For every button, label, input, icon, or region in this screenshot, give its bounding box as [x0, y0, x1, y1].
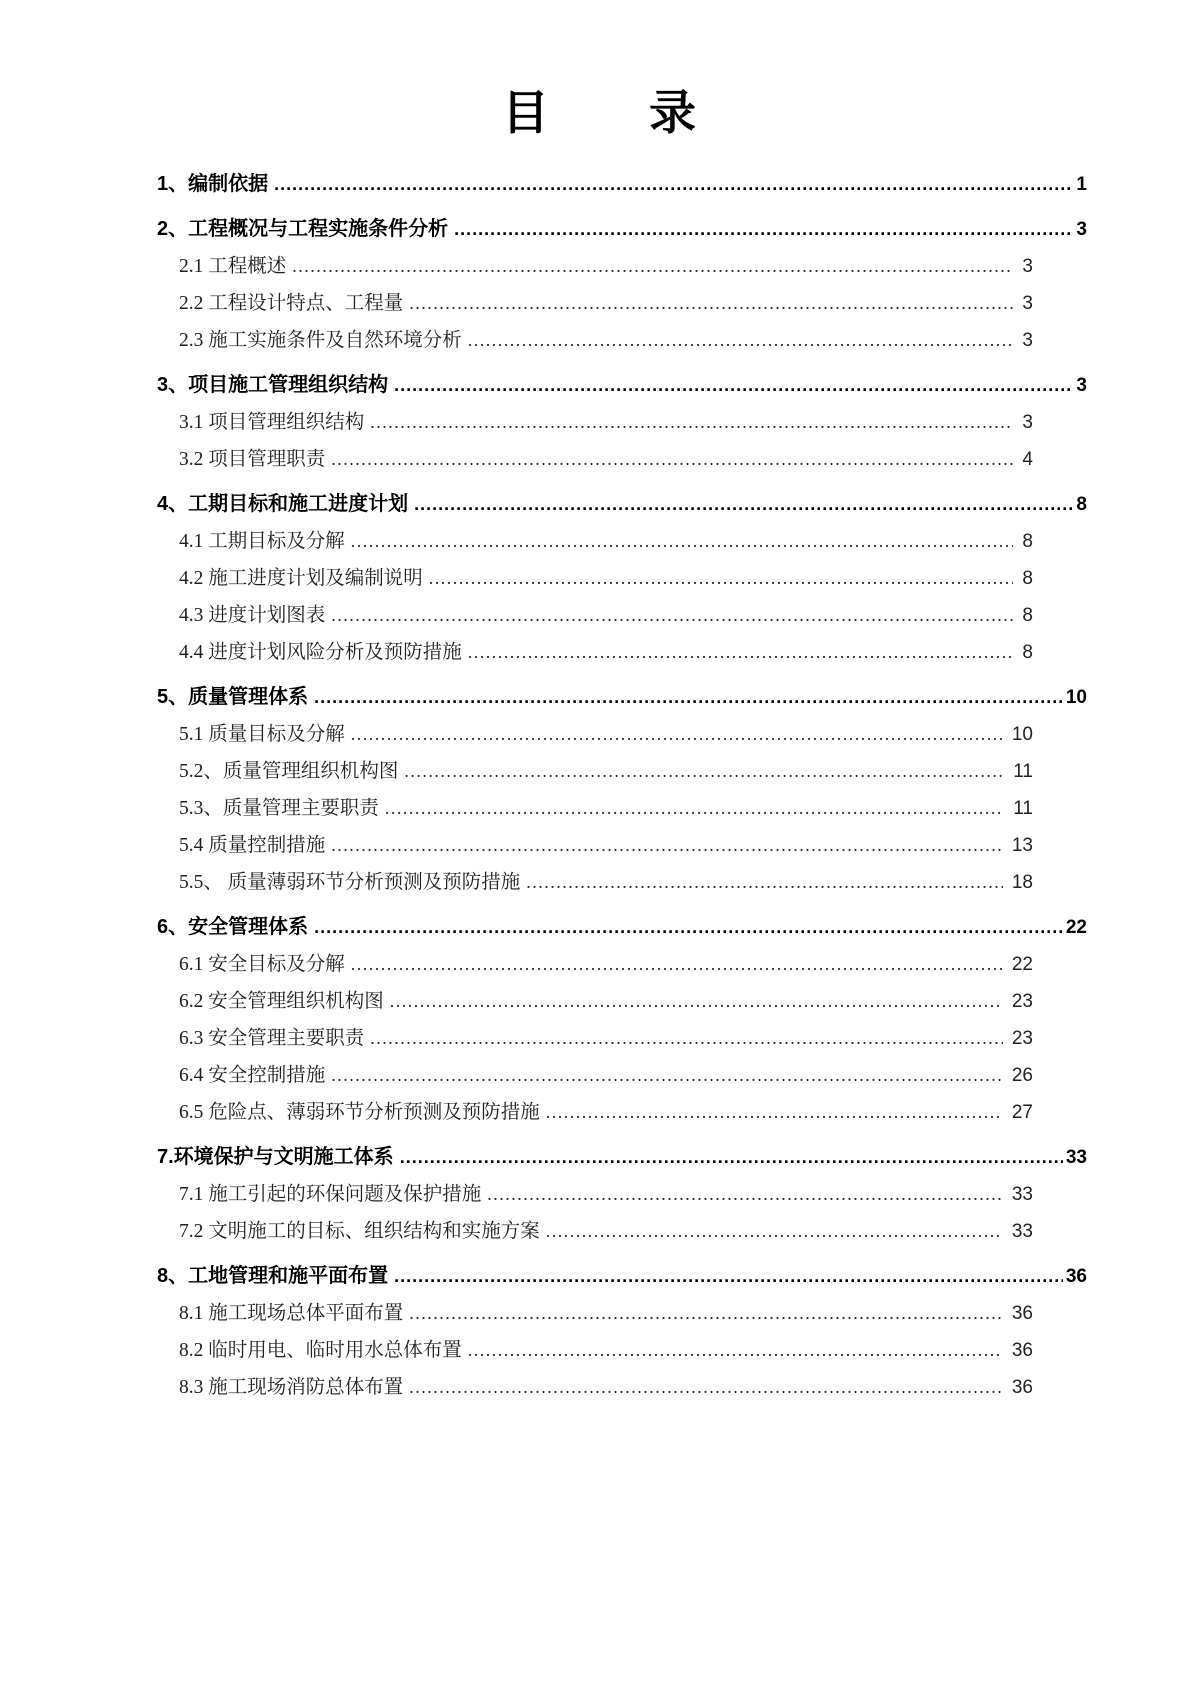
toc-page-number: 3: [1022, 330, 1033, 352]
toc-entry-label: 2.1 工程概述: [179, 256, 287, 278]
toc-entry-label: 6.2 安全管理组织机构图: [179, 991, 384, 1013]
dot-leader: [274, 166, 1073, 202]
dot-leader: [331, 827, 1003, 864]
toc-entry[interactable]: [157, 716, 1087, 753]
toc-entry-label: 3、项目施工管理组织结构: [157, 374, 389, 397]
toc-entry-label: 5.2、质量管理组织机构图: [179, 761, 399, 783]
toc-page-number: 1: [1076, 174, 1087, 196]
dot-leader: [331, 441, 1013, 478]
toc-entry-label: 5.5、 质量薄弱环节分析预测及预防措施: [179, 872, 521, 894]
toc-entry[interactable]: [157, 864, 1087, 901]
toc-entry-label: 2、工程概况与工程实施条件分析: [157, 218, 449, 241]
toc-entry-label: 8.2 临时用电、临时用水总体布置: [179, 1340, 462, 1362]
toc-entry[interactable]: [157, 404, 1087, 441]
page-title: 目 录: [502, 86, 698, 139]
dot-leader: [546, 1094, 1003, 1131]
toc-page-number: 22: [1011, 954, 1033, 976]
dot-leader: [468, 1332, 1003, 1369]
toc-page-number: 3: [1022, 293, 1033, 315]
toc-page-number: 13: [1011, 835, 1033, 857]
dot-leader: [546, 1213, 1003, 1250]
toc-entry[interactable]: [157, 1369, 1087, 1406]
toc-entry[interactable]: [157, 211, 1087, 248]
toc-entry[interactable]: [157, 1332, 1087, 1369]
toc-entry-label: 4.4 进度计划风险分析及预防措施: [179, 642, 462, 664]
toc-page-number: 3: [1022, 412, 1033, 434]
toc-page-number: 3: [1076, 375, 1087, 397]
toc-entry-label: 2.3 施工实施条件及自然环境分析: [179, 330, 462, 352]
toc-entry-label: 5.4 质量控制措施: [179, 835, 326, 857]
toc-entry[interactable]: [157, 441, 1087, 478]
toc-entry[interactable]: [157, 166, 1087, 203]
dot-leader: [314, 679, 1063, 715]
dot-leader: [404, 753, 1004, 790]
toc-entry-label: 6.5 危险点、薄弱环节分析预测及预防措施: [179, 1102, 540, 1124]
dot-leader: [414, 486, 1073, 522]
toc-page-number: 8: [1022, 531, 1033, 553]
dot-leader: [409, 1295, 1003, 1332]
toc-entry-label: 5、质量管理体系: [157, 686, 309, 709]
dot-leader: [314, 909, 1063, 945]
toc-page-number: 33: [1065, 1147, 1087, 1169]
toc-page-number: 23: [1011, 991, 1033, 1013]
toc-page-number: 36: [1011, 1303, 1033, 1325]
dot-leader: [409, 1369, 1003, 1406]
toc-entry-label: 8.1 施工现场总体平面布置: [179, 1303, 404, 1325]
toc-entry[interactable]: [157, 1094, 1087, 1131]
toc-page-number: 11: [1013, 798, 1033, 820]
toc-entry-label: 8.3 施工现场消防总体布置: [179, 1377, 404, 1399]
toc-entry[interactable]: [157, 1213, 1087, 1250]
toc-entry[interactable]: [157, 634, 1087, 671]
dot-leader: [429, 560, 1014, 597]
toc-page-number: 33: [1011, 1184, 1033, 1206]
toc-entry-label: 4.3 进度计划图表: [179, 605, 326, 627]
toc-page-number: 10: [1011, 724, 1033, 746]
toc-entry[interactable]: [157, 1176, 1087, 1213]
dot-leader: [454, 211, 1073, 247]
dot-leader: [468, 322, 1014, 359]
toc-entry[interactable]: [157, 322, 1087, 359]
dot-leader: [390, 983, 1003, 1020]
toc-page-number: 3: [1076, 219, 1087, 241]
dot-leader: [394, 1258, 1063, 1294]
toc-entry-label: 2.2 工程设计特点、工程量: [179, 293, 404, 315]
toc-entry-label: 8、工地管理和施平面布置: [157, 1265, 389, 1288]
toc-entry-label: 7.2 文明施工的目标、组织结构和实施方案: [179, 1221, 540, 1243]
toc-entry[interactable]: [157, 1258, 1087, 1295]
toc-entry-label: 6、安全管理体系: [157, 916, 309, 939]
dot-leader: [292, 248, 1013, 285]
toc-entry[interactable]: [157, 827, 1087, 864]
dot-leader: [331, 1057, 1003, 1094]
dot-leader: [351, 946, 1003, 983]
toc-page-number: 8: [1022, 605, 1033, 627]
toc-entry-label: 7.1 施工引起的环保问题及保护措施: [179, 1184, 482, 1206]
toc-entry[interactable]: [157, 1020, 1087, 1057]
toc-entry[interactable]: [157, 486, 1087, 523]
toc-page-number: 26: [1011, 1065, 1033, 1087]
toc-entry-label: 6.4 安全控制措施: [179, 1065, 326, 1087]
toc-page-number: 22: [1065, 917, 1087, 939]
toc-entry[interactable]: [157, 367, 1087, 404]
toc-page-number: 23: [1011, 1028, 1033, 1050]
toc-page-number: 8: [1076, 494, 1087, 516]
toc-page-number: 8: [1022, 642, 1033, 664]
toc-entry[interactable]: [157, 560, 1087, 597]
table-of-contents: [157, 166, 1087, 1406]
toc-page-number: 36: [1011, 1377, 1033, 1399]
toc-entry[interactable]: [157, 523, 1087, 560]
toc-entry[interactable]: [157, 1295, 1087, 1332]
toc-entry[interactable]: [157, 1139, 1087, 1176]
dot-leader: [409, 285, 1013, 322]
toc-entry[interactable]: [157, 909, 1087, 946]
dot-leader: [526, 864, 1003, 901]
toc-page-number: 3: [1022, 256, 1033, 278]
toc-entry[interactable]: [157, 790, 1087, 827]
toc-entry-label: 3.2 项目管理职责: [179, 449, 326, 471]
toc-entry-label: 6.3 安全管理主要职责: [179, 1028, 365, 1050]
dot-leader: [468, 634, 1014, 671]
toc-page-number: 10: [1065, 687, 1087, 709]
toc-entry-label: 5.1 质量目标及分解: [179, 724, 345, 746]
toc-page-number: 33: [1011, 1221, 1033, 1243]
dot-leader: [487, 1176, 1003, 1213]
toc-page-number: 27: [1011, 1102, 1033, 1124]
dot-leader: [351, 523, 1014, 560]
toc-entry-label: 7.环境保护与文明施工体系: [157, 1146, 394, 1169]
toc-page-number: 18: [1011, 872, 1033, 894]
toc-entry-label: 5.3、质量管理主要职责: [179, 798, 379, 820]
toc-entry-label: 4.1 工期目标及分解: [179, 531, 345, 553]
toc-entry-label: 6.1 安全目标及分解: [179, 954, 345, 976]
toc-entry[interactable]: [157, 983, 1087, 1020]
dot-leader: [394, 367, 1073, 403]
toc-entry-label: 3.1 项目管理组织结构: [179, 412, 365, 434]
toc-page-number: 8: [1022, 568, 1033, 590]
dot-leader: [331, 597, 1013, 634]
toc-entry[interactable]: [157, 597, 1087, 634]
toc-page-number: 11: [1013, 761, 1033, 783]
dot-leader: [385, 790, 1004, 827]
toc-entry-label: 4.2 施工进度计划及编制说明: [179, 568, 423, 590]
toc-entry-label: 4、工期目标和施工进度计划: [157, 493, 409, 516]
dot-leader: [370, 1020, 1003, 1057]
toc-entry[interactable]: [157, 1057, 1087, 1094]
dot-leader: [351, 716, 1003, 753]
toc-page-number: 36: [1065, 1266, 1087, 1288]
toc-entry-label: 1、编制依据: [157, 173, 269, 196]
toc-entry[interactable]: [157, 248, 1087, 285]
toc-entry[interactable]: [157, 753, 1087, 790]
dot-leader: [370, 404, 1013, 441]
dot-leader: [400, 1139, 1063, 1175]
toc-entry[interactable]: [157, 679, 1087, 716]
toc-page-number: 36: [1011, 1340, 1033, 1362]
toc-entry[interactable]: [157, 946, 1087, 983]
toc-page-number: 4: [1022, 449, 1033, 471]
toc-entry[interactable]: [157, 285, 1087, 322]
